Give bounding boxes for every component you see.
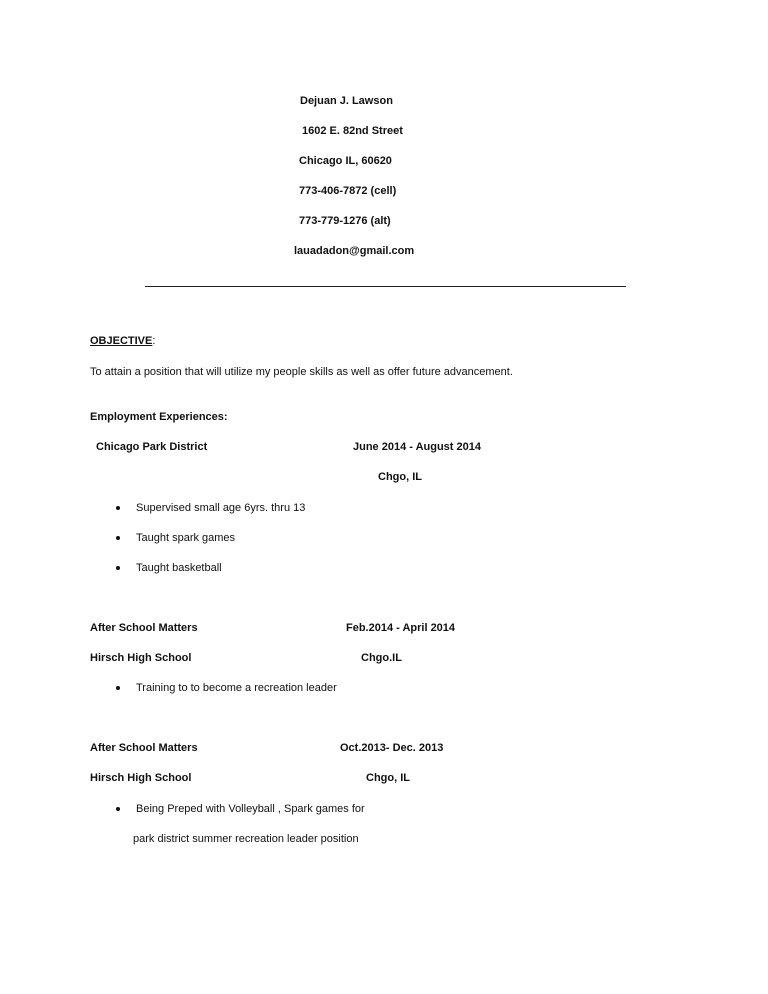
phone-alt: 773-779-1276 (alt) <box>299 215 391 227</box>
bullet-icon <box>116 536 120 540</box>
job-2-employer: After School Matters <box>90 622 198 634</box>
phone-cell: 773-406-7872 (cell) <box>299 185 397 197</box>
resume-name: Dejuan J. Lawson <box>300 95 393 107</box>
job-2-dates: Feb.2014 - April 2014 <box>346 622 456 634</box>
city-state-zip: Chicago IL, 60620 <box>299 155 392 167</box>
street-address: 1602 E. 82nd Street <box>302 125 403 137</box>
header-divider <box>145 286 626 287</box>
job-3-dates: Oct.2013- Dec. 2013 <box>340 742 444 754</box>
objective-colon: : <box>152 335 156 347</box>
job-1-location: Chgo, IL <box>378 471 422 483</box>
job-1-bullet-2: Taught spark games <box>136 532 236 544</box>
objective-text: To attain a position that will utilize my people skills as well as offer future advancement. <box>90 366 513 378</box>
bullet-icon <box>116 686 120 690</box>
job-3-school: Hirsch High School <box>90 772 192 784</box>
objective-heading: OBJECTIVE <box>90 335 153 347</box>
job-2-location: Chgo.IL <box>361 652 402 664</box>
job-1-bullet-3: Taught basketball <box>136 562 222 574</box>
job-1-dates: June 2014 - August 2014 <box>353 441 481 453</box>
bullet-icon <box>116 566 120 570</box>
bullet-icon <box>116 506 120 510</box>
job-2-bullet-1: Training to to become a recreation leader <box>136 682 337 694</box>
employment-heading: Employment Experiences: <box>90 411 228 423</box>
email-address: lauadadon@gmail.com <box>294 245 415 257</box>
job-2-school: Hirsch High School <box>90 652 192 664</box>
objective-heading-line <box>90 334 155 348</box>
bullet-icon <box>116 807 120 811</box>
job-1-employer: Chicago Park District <box>96 441 208 453</box>
job-3-employer: After School Matters <box>90 742 198 754</box>
job-3-bullet-1: Being Preped with Volleyball , Spark games for <box>136 803 365 815</box>
job-3-location: Chgo, IL <box>366 772 410 784</box>
job-1-bullet-1: Supervised small age 6yrs. thru 13 <box>136 502 306 514</box>
job-3-continuation: park district summer recreation leader position <box>133 833 359 845</box>
